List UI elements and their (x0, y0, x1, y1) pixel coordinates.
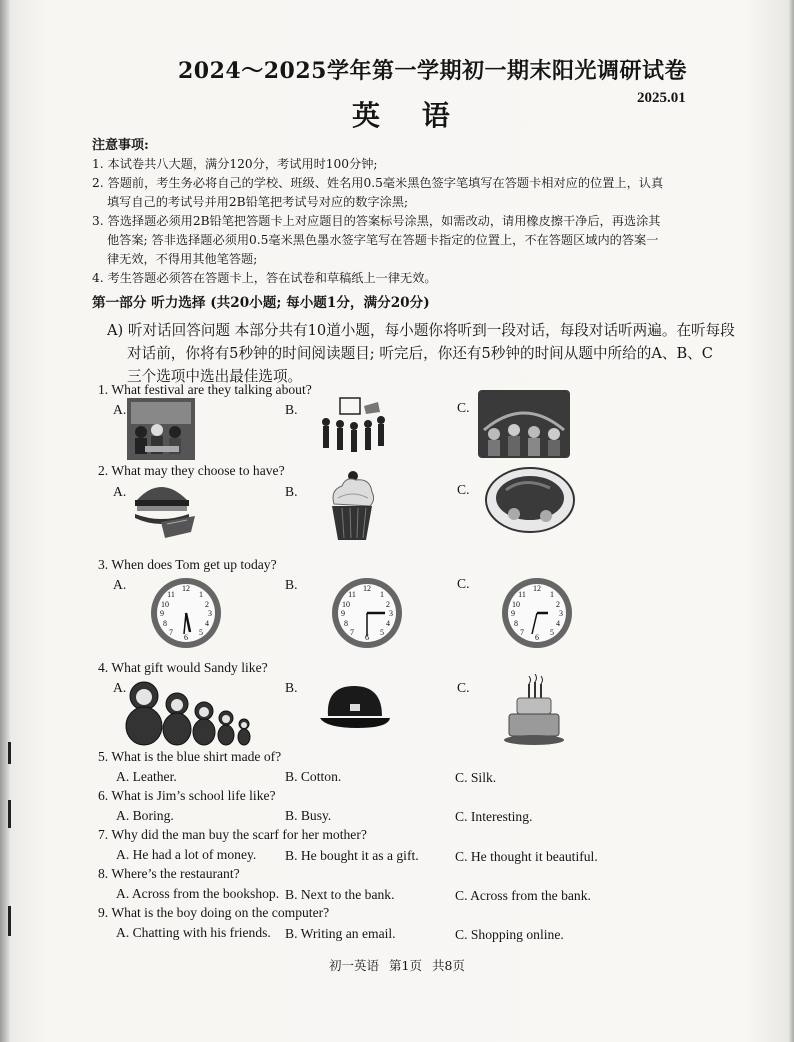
svg-text:6: 6 (365, 633, 369, 642)
option-c: C. (457, 400, 470, 415)
svg-text:4: 4 (386, 619, 390, 628)
part1-title: 第一部分 听力选择 (共20小题; 每小题1分，满分20分) (92, 295, 430, 311)
notes-heading: 注意事项: (92, 138, 149, 153)
option-a: A. (113, 402, 127, 417)
option-a: A. (113, 577, 127, 592)
clock-image (330, 576, 404, 650)
section-a-instructions (107, 319, 735, 388)
svg-text:5: 5 (550, 628, 554, 637)
svg-text:3: 3 (389, 609, 393, 618)
svg-text:1: 1 (550, 590, 554, 599)
svg-text:2: 2 (556, 600, 560, 609)
option-b: B. (285, 484, 298, 499)
note-line: 1. 本试卷共八大题，满分120分，考试用时100分钟; (92, 157, 378, 171)
option-a: A. Across from the bookshop. (116, 886, 280, 901)
question-4: 4. What gift would Sandy like? (98, 660, 268, 675)
option-c: C. (457, 680, 470, 695)
subject-title: 英 语 (352, 99, 466, 132)
cap-image (318, 682, 392, 732)
svg-text:5: 5 (380, 628, 384, 637)
option-b: B. Next to the bank. (285, 887, 395, 902)
option-a: A. Boring. (116, 808, 174, 823)
option-a: A. He had a lot of money. (116, 847, 257, 862)
option-b: B. (285, 402, 298, 417)
option-b: B. Writing an email. (285, 926, 396, 941)
svg-text:8: 8 (344, 619, 348, 628)
svg-text:4: 4 (205, 619, 209, 628)
svg-text:3: 3 (208, 609, 212, 618)
svg-text:10: 10 (512, 600, 520, 609)
svg-text:10: 10 (161, 600, 169, 609)
exam-title: 2024～2025学年第一学期初一期末阳光调研试卷 (178, 58, 687, 84)
option-b: B. (285, 577, 298, 592)
svg-text:5: 5 (199, 628, 203, 637)
note-line: 律无效，不得用其他笔答题; (107, 252, 258, 266)
birthday-cake-image (503, 674, 565, 746)
footer-subject: 初一英语 (329, 958, 380, 973)
svg-text:2: 2 (205, 600, 209, 609)
scan-mark (8, 800, 11, 828)
seafood-platter-image (484, 466, 576, 534)
cupcake-image (326, 470, 378, 544)
note-line: 填写自己的考试号并用2B铅笔把考试号对应的数字涂黑; (107, 195, 409, 209)
instruction-line: 三个选项中选出最佳选项。 (127, 368, 303, 385)
question-9: 9. What is the boy doing on the computer? (98, 905, 330, 920)
option-c: C. Silk. (455, 770, 497, 785)
note-line: 4. 考生答题必须答在答题卡上，答在试卷和草稿纸上一律无效。 (92, 271, 437, 285)
scan-right-edge (788, 0, 794, 1042)
family-gathering-image (127, 398, 195, 460)
option-b: B. Busy. (285, 808, 332, 823)
footer-page: 第1页 (389, 958, 422, 973)
svg-text:6: 6 (535, 633, 539, 642)
svg-text:12: 12 (533, 584, 541, 593)
question-5: 5. What is the blue shirt made of? (98, 749, 282, 764)
option-a: A. Leather. (116, 769, 177, 784)
svg-text:3: 3 (559, 609, 563, 618)
svg-text:9: 9 (511, 609, 515, 618)
svg-text:1: 1 (199, 590, 203, 599)
clock-image (500, 576, 574, 650)
instruction-line: A) 听对话回答问题 本部分共有10道小题，每小题你将听到一段对话，每段对话听两遍。在听每段 (107, 322, 735, 339)
dragon-boat-crowd-image (478, 390, 570, 458)
instruction-line: 对话前，你将有5秒钟的时间阅读题目; 听完后，你还有5秒钟的时间从题中所给的A、B、C (127, 345, 713, 362)
option-a: A. (113, 680, 127, 695)
svg-text:12: 12 (363, 584, 371, 593)
option-c: C. (457, 482, 470, 497)
page-footer (0, 956, 794, 974)
option-c: C. (457, 576, 470, 591)
option-c: C. Across from the bank. (455, 888, 591, 903)
question-3: 3. When does Tom get up today? (98, 557, 277, 572)
svg-text:12: 12 (182, 584, 190, 593)
svg-text:7: 7 (350, 628, 354, 637)
note-line: 2. 答题前，考生务必将自己的学校、班级、姓名用0.5毫米黑色签字笔填写在答题卡相对应的位置上，认真 (92, 176, 664, 190)
svg-text:1: 1 (380, 590, 384, 599)
option-a: A. Chatting with his friends. (116, 925, 271, 940)
svg-text:11: 11 (518, 590, 526, 599)
svg-text:7: 7 (520, 628, 524, 637)
option-c: C. Shopping online. (455, 927, 564, 942)
svg-text:6: 6 (184, 633, 188, 642)
option-b: B. (285, 680, 298, 695)
svg-text:8: 8 (163, 619, 167, 628)
question-7: 7. Why did the man buy the scarf for her mother? (98, 827, 367, 842)
scan-left-edge (0, 0, 10, 1042)
scan-mark (8, 906, 11, 936)
option-a: A. (113, 484, 127, 499)
svg-text:11: 11 (167, 590, 175, 599)
option-c: C. Interesting. (455, 809, 533, 824)
exam-date: 2025.01 (637, 90, 686, 106)
hamburger-image (131, 478, 203, 540)
note-line: 3. 答选择题必须用2B铅笔把答题卡上对应题目的答案标号涂黑，如需改动，请用橡皮擦干净后，再选涂其 (92, 214, 661, 228)
svg-text:9: 9 (341, 609, 345, 618)
note-line: 他答案; 答非选择题必须用0.5毫米黑色墨水签字笔写在答题卡指定的位置上，不在答题区域内的答案一 (107, 233, 659, 247)
people-party-image (318, 396, 388, 462)
question-1: 1. What festival are they talking about? (98, 382, 312, 397)
option-c: C. He thought it beautiful. (455, 849, 598, 864)
svg-text:4: 4 (556, 619, 560, 628)
svg-text:9: 9 (160, 609, 164, 618)
svg-text:8: 8 (514, 619, 518, 628)
footer-total: 共8页 (431, 958, 465, 973)
question-6: 6. What is Jim’s school life like? (98, 788, 276, 803)
question-8: 8. Where’s the restaurant? (98, 866, 240, 881)
option-b: B. He bought it as a gift. (285, 848, 419, 863)
question-2: 2. What may they choose to have? (98, 463, 285, 478)
nesting-dolls-image (124, 678, 252, 746)
scan-mark (8, 742, 11, 764)
svg-text:2: 2 (386, 600, 390, 609)
notes-section (92, 136, 728, 288)
svg-text:11: 11 (348, 590, 356, 599)
svg-text:7: 7 (169, 628, 173, 637)
clock-image (149, 576, 223, 650)
option-b: B. Cotton. (285, 769, 342, 784)
svg-text:10: 10 (342, 600, 350, 609)
